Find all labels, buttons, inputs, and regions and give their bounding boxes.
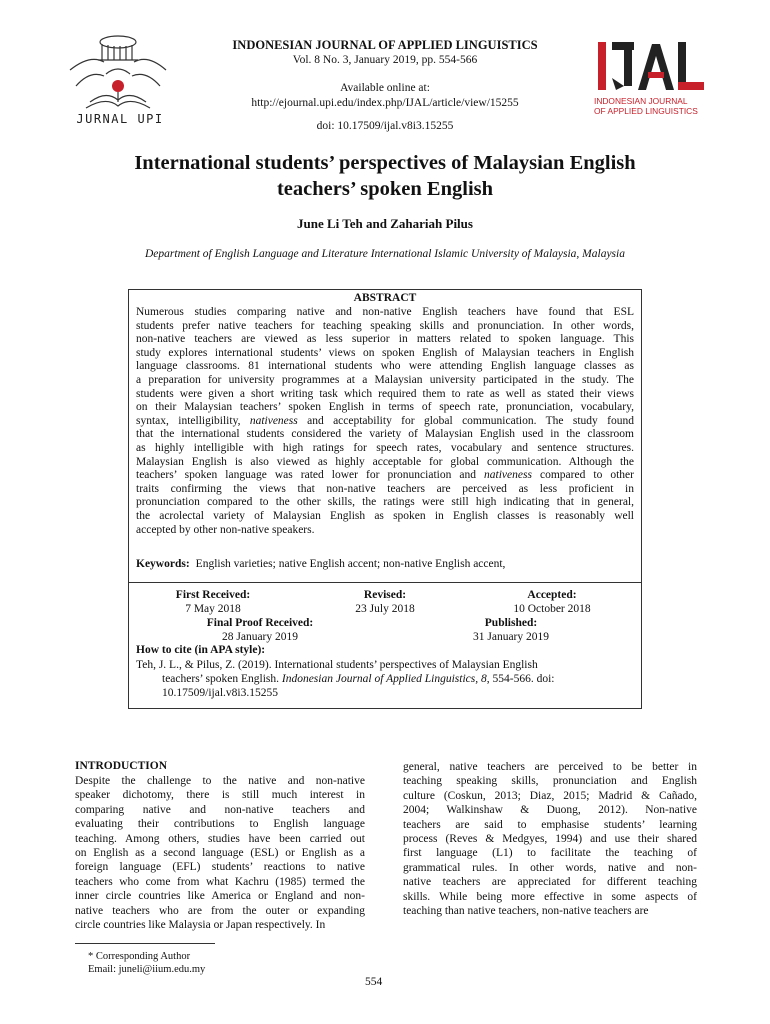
text-line: general, native teachers are perceived to be better in: [403, 761, 697, 773]
text-line: teaching speaking skills, pronunciation and English: [403, 775, 697, 788]
abstract-text: [136, 306, 634, 537]
text-line: process (Reves & Medgyes, 1994) and use their shared: [403, 833, 697, 846]
accepted-value: 10 October 2018: [513, 603, 591, 615]
first-received-value: 7 May 2018: [185, 603, 241, 615]
final-proof-label: Final Proof Received:: [206, 617, 314, 629]
text-line: inner circle countries like America or England and non-: [75, 890, 365, 903]
text-line: non-native teachers are viewed as less superior in matters related to spoken language. This: [136, 333, 634, 346]
final-proof-received: [186, 616, 334, 644]
text-line: teaching than native teachers, non-native teachers are: [403, 905, 649, 918]
text-line: native teachers who are from the outer or expanding: [75, 904, 365, 917]
citation-heading: How to cite (in APA style):: [136, 644, 266, 656]
abstract-heading: ABSTRACT: [353, 292, 417, 304]
revised-value: 23 July 2018: [355, 603, 415, 615]
text-line: pronunciation compared to the other skills, the ratings were still high indicating that in general,: [136, 496, 634, 509]
text-line: as highly intelligible with high ratings for speech rates, vocabulary and sentence structures.: [136, 441, 634, 454]
ijal-logo: [594, 38, 710, 122]
first-received: [150, 588, 276, 616]
affiliation: Department of English Language and Literature International Islamic University of Malaysia, Malaysia: [145, 248, 625, 260]
volume-line: Vol. 8 No. 3, January 2019, pp. 554-566: [292, 53, 478, 66]
journal-name: INDONESIAN JOURNAL OF APPLIED LINGUISTICS: [232, 38, 538, 52]
text-line: on English as a second language (ESL) or English as a: [75, 847, 365, 860]
jurnal-upi-label: JURNAL UPI: [76, 112, 164, 126]
text-line: circle countries like Malaysia or Japan respectively. In: [75, 919, 326, 932]
article-url[interactable]: http://ejournal.upi.edu/index.php/IJAL/article/view/15255: [251, 96, 519, 109]
text-line: foreign language (EFL) students’ reactions to native: [75, 861, 365, 874]
footnote-corresponding: * Corresponding Author: [88, 951, 191, 962]
text-line: skills. While being more effective in some aspects of: [403, 890, 697, 903]
text-line: syntax, intelligibility, nativeness and acceptability for global communication. The study found: [136, 414, 634, 427]
text-line: language classrooms. 81 international students who were attending English language classes as: [136, 360, 634, 373]
text-line: on their Malaysian teachers’ spoken English in terms of speech rate, pronunciation, vocabulary,: [136, 401, 634, 414]
text-line: Malaysian English is also viewed as highly acceptable for global communication. Although the: [136, 455, 634, 468]
footnote-rule: [75, 943, 215, 944]
text-line: grammatical rules. In other words, native and non-: [403, 861, 697, 874]
text-line: the acrolectal variety of Malaysian English as spoken in English classes is reasonably well: [136, 509, 634, 522]
text-line: teachers are said to emphasise students’ learning: [403, 818, 697, 831]
text-line: a preparation for university programmes at a Malaysian university participated in the study. The: [136, 373, 634, 386]
citation-doi[interactable]: 10.17509/ijal.v8i3.15255: [162, 687, 278, 699]
text-line: traits confirming the views that non-native teachers are perceived as less proficient in: [136, 482, 634, 495]
journal-header: [180, 38, 590, 134]
text-line: teaching. Among others, studies have been carried out: [75, 832, 365, 845]
footnote: [88, 950, 205, 976]
header-doi[interactable]: doi: 10.17509/ijal.v8i3.15255: [316, 120, 454, 132]
accepted: [500, 588, 604, 616]
keywords-value: English varieties; native English accent; non-native English accent,: [195, 558, 506, 570]
text-line: that the international students considered the variety of Malaysian English used in the classroom: [136, 428, 634, 441]
keywords-label: Keywords:: [136, 558, 190, 570]
article-title: [60, 150, 710, 202]
text-line: teachers who come from what Kachru (1985) termed the: [75, 875, 365, 888]
text-line: culture (Coskun, 2013; Diaz, 2015; Madrid & Cañado,: [403, 789, 697, 802]
text-line: study explores international students’ views on spoken English of Malaysian teachers in English: [136, 346, 634, 359]
title-line-1: International students’ perspectives of Malaysian English: [134, 152, 636, 174]
first-received-label: First Received:: [175, 589, 251, 601]
text-line: evaluating their contributions to English language: [75, 818, 365, 831]
footnote-email[interactable]: Email: juneli@iium.edu.my: [88, 964, 206, 975]
dates-divider: [128, 582, 642, 583]
text-line: students prefer native teachers for teaching speaking skills and pronunciation. In other words,: [136, 319, 634, 332]
text-line: 2004; Walkinshaw & Duong, 2012). Non-native: [403, 804, 697, 817]
introduction-heading: INTRODUCTION: [75, 760, 168, 772]
ijal-logo-line-2: OF APPLIED LINGUISTICS: [594, 106, 698, 116]
citation-line-2-pre: teachers’ spoken English.: [162, 673, 282, 685]
body-left-column: [75, 774, 365, 932]
text-line: teachers’ spoken language was rated lower for pronunciation and nativeness compared to other: [136, 469, 634, 482]
ijal-logo-line-1: INDONESIAN JOURNAL: [594, 96, 688, 106]
published: [456, 616, 566, 644]
page-number: 554: [365, 976, 383, 988]
published-value: 31 January 2019: [472, 631, 549, 643]
text-line: Despite the challenge to the native and non-native: [75, 775, 365, 787]
revised: [330, 588, 440, 616]
body-right-column: [403, 760, 697, 918]
title-line-2: teachers’ spoken English: [276, 178, 494, 200]
citation-line-1: Teh, J. L., & Pilus, Z. (2019). International students’ perspectives of Malaysian English: [136, 659, 538, 671]
citation-journal: Indonesian Journal of Applied Linguistics, 8: [281, 673, 487, 685]
final-proof-value: 28 January 2019: [221, 631, 298, 643]
text-line: comparing native and non-native teachers and: [75, 803, 365, 816]
citation: [136, 658, 634, 700]
published-label: Published:: [484, 617, 538, 629]
text-line: speaker dichotomy, there is still much interest in: [75, 789, 365, 802]
citation-line-2-post: , 554-566. doi:: [486, 673, 555, 685]
text-line: native teachers are appreciated for different teaching: [403, 876, 697, 889]
text-line: first language (L1) to facilitate the teaching of: [403, 847, 697, 860]
text-line: Numerous studies comparing native and non-native English teachers have found that ESL: [136, 306, 634, 318]
keywords: [136, 558, 634, 570]
ijal-mark-icon: [594, 38, 710, 94]
accepted-label: Accepted:: [527, 589, 577, 601]
text-line: accepted by other non-native speakers.: [136, 523, 315, 536]
available-label: Available online at:: [340, 82, 430, 94]
text-line: students were given a short writing task which required them to rate as well as stated their views: [136, 387, 634, 400]
revised-label: Revised:: [363, 589, 407, 601]
authors: June Li Teh and Zahariah Pilus: [297, 216, 473, 231]
jurnal-upi-logo: [60, 30, 180, 134]
citation-line-2: [136, 672, 634, 686]
ijal-logo-text: [594, 96, 710, 116]
